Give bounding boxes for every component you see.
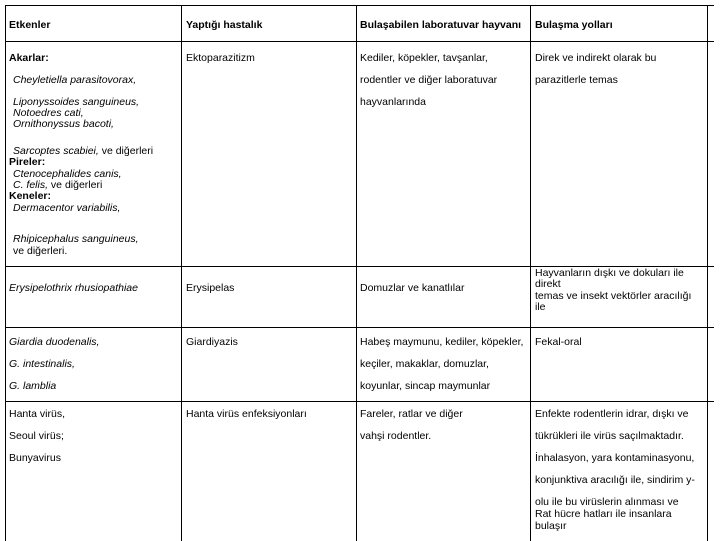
col-divider-4	[707, 6, 708, 541]
route-row4-line6: Rat hücre hatları ile insanlara	[535, 508, 672, 520]
ticks-title: Keneler:	[9, 190, 52, 202]
row-divider-header	[6, 41, 714, 42]
agent-giardia-2: G. intestinalis,	[9, 358, 75, 370]
route-row1-line1: Direk ve indirekt olarak bu	[535, 52, 657, 64]
route-row2-line4: ile	[535, 301, 546, 313]
mite-agent-2c: Ornithonyssus bacoti,	[13, 118, 114, 130]
tick-agent-2: Rhipicephalus sanguineus,	[13, 233, 139, 245]
header-routes: Bulaşma yolları	[535, 19, 613, 31]
mite-agent-2a: Liponyssoides sanguineus,	[13, 96, 140, 108]
agent-hanta: Hanta virüs,	[9, 408, 66, 420]
agent-bunyavirus: Bunyavirus	[9, 452, 61, 464]
col-divider-3	[530, 6, 531, 541]
col-divider-2	[356, 6, 357, 541]
route-row4-line5: olu ile bu virüslerin alınması ve	[535, 496, 679, 508]
flea-agent-2-name: C. felis,	[13, 179, 49, 191]
tick-agent-3: ve diğerleri.	[13, 245, 68, 257]
flea-agent-2-suffix: ve diğerleri	[48, 179, 103, 191]
disease-erysipelas: Erysipelas	[186, 282, 235, 294]
fleas-title: Pireler:	[9, 156, 46, 168]
animals-row3-line3: koyunlar, sincap maymunlar	[360, 380, 491, 392]
disease-ectoparasitism: Ektoparazitizm	[186, 52, 255, 64]
mite-agent-3-name: Sarcoptes scabiei,	[13, 145, 99, 157]
route-row4-line7: bulaşır	[535, 520, 567, 532]
animals-row1-line2: rodentler ve diğer laboratuvar	[360, 74, 498, 86]
animals-row1-line1: Kediler, köpekler, tavşanlar,	[360, 52, 488, 64]
row-divider-3	[6, 401, 714, 402]
tick-agent-1: Dermacentor variabilis,	[13, 202, 121, 214]
animals-row4-line2: vahşi rodentler.	[360, 430, 432, 442]
agent-giardia-1: Giardia duodenalis,	[9, 336, 100, 348]
mite-agent-3-suffix: ve diğerleri	[98, 145, 154, 157]
route-row3: Fekal-oral	[535, 336, 582, 348]
header-animals: Bulaşabilen laboratuvar hayvanı	[360, 19, 522, 31]
animals-row3-line2: keçiler, makaklar, domuzlar,	[360, 358, 489, 370]
disease-giardiasis: Giardiyazis	[186, 336, 238, 348]
animals-row4-line1: Fareler, ratlar ve diğer	[360, 408, 463, 420]
zoonoses-table	[5, 5, 714, 541]
header-agents: Etkenler	[9, 19, 51, 31]
route-row2-line3: temas ve insekt vektörler aracılığı	[535, 290, 692, 302]
header-disease: Yaptığı hastalık	[186, 19, 263, 31]
agent-seoul: Seoul virüs;	[9, 430, 64, 442]
animals-row3-line1: Habeş maymunu, kediler, köpekler,	[360, 336, 524, 348]
route-row4-line4: konjunktiva aracılığı ile, sindirim y-	[535, 474, 695, 486]
animals-row1-line3: hayvanlarında	[360, 96, 426, 108]
row-divider-2	[6, 327, 714, 328]
agent-erysipelothrix: Erysipelothrix rhusiopathiae	[9, 282, 138, 294]
route-row2-line2: direkt	[535, 278, 561, 290]
flea-agent-1: Ctenocephalides canis,	[13, 168, 122, 180]
disease-hanta: Hanta virüs enfeksiyonları	[186, 408, 307, 420]
route-row4-line3: İnhalasyon, yara kontaminasyonu,	[535, 452, 695, 464]
mite-agent-1: Cheyletiella parasitovorax,	[13, 74, 137, 86]
mites-title: Akarlar:	[9, 52, 49, 64]
route-row4-line2: tükrükleri ile virüs saçılmaktadır.	[535, 430, 684, 442]
animals-row2: Domuzlar ve kanatlılar	[360, 282, 465, 294]
mite-agent-2b: Notoedres cati,	[13, 107, 84, 119]
route-row4-line1: Enfekte rodentlerin idrar, dışkı ve	[535, 408, 689, 420]
route-row1-line2: parazitlerle temas	[535, 74, 618, 86]
route-row2-line1: Hayvanların dışkı ve dokuları ile	[535, 267, 684, 279]
agent-giardia-3: G. lamblia	[9, 380, 57, 392]
col-divider-1	[181, 6, 182, 541]
